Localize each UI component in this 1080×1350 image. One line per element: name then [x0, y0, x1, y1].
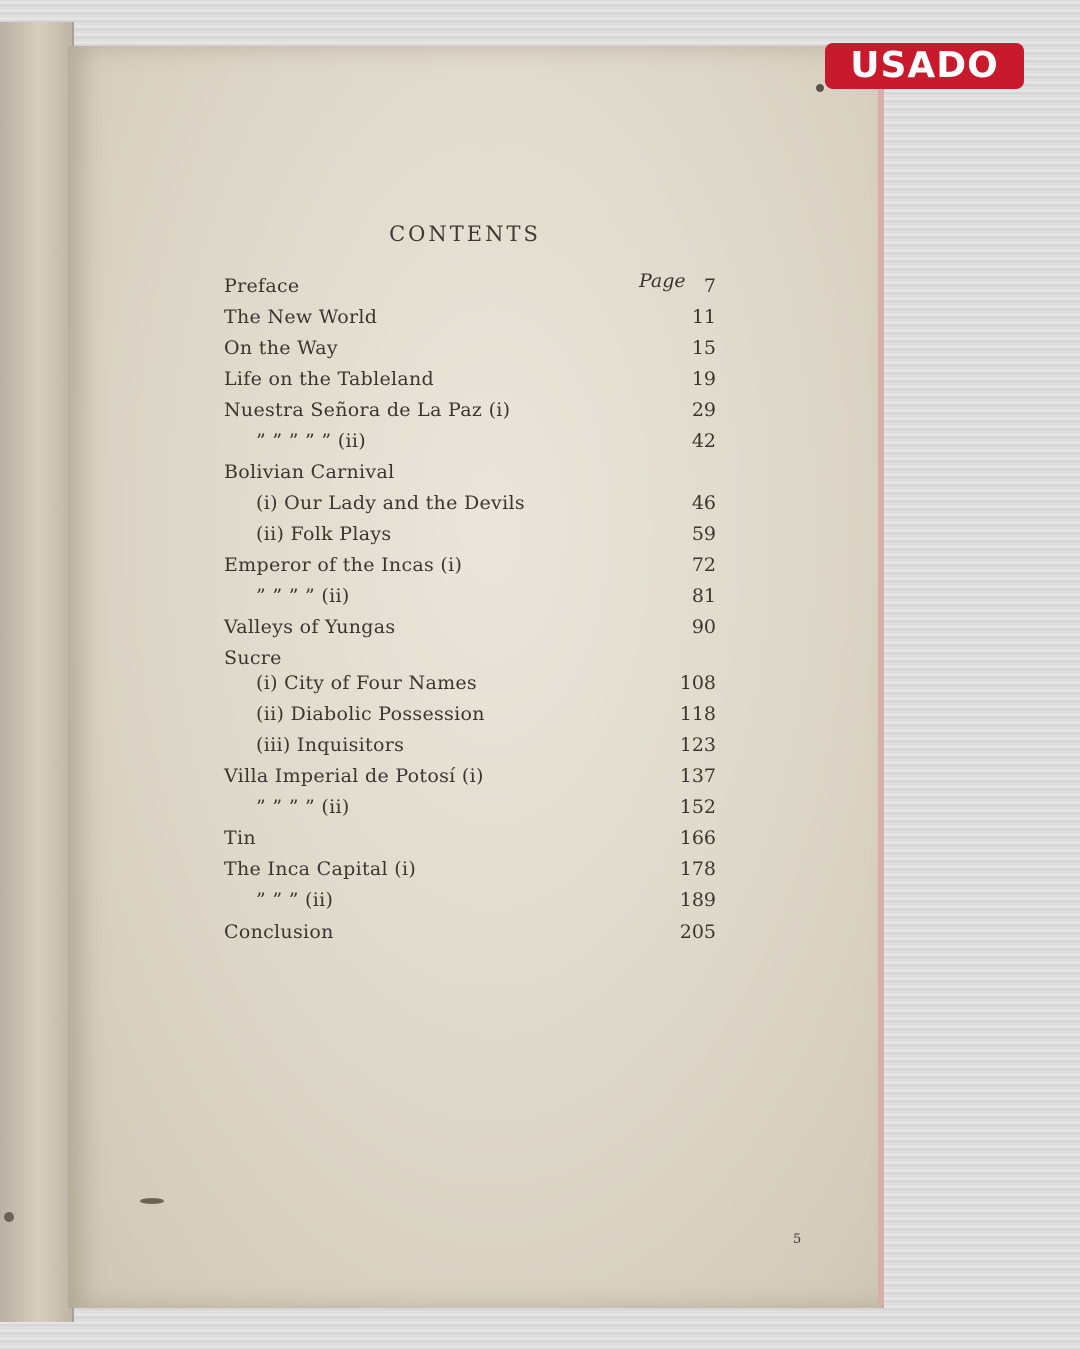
toc-entry [224, 855, 724, 883]
toc-entry [224, 824, 724, 852]
toc-entry-page: 205 [679, 921, 716, 943]
toc-entry-page: 189 [679, 889, 716, 911]
toc-entry-title: The Inca Capital (i) [224, 858, 417, 880]
toc-entry-page: 72 [691, 554, 716, 576]
toc-entry-page: 46 [691, 492, 716, 514]
toc-entry [224, 886, 724, 914]
toc-entry [224, 731, 724, 759]
toc-entry-page: 42 [691, 430, 716, 452]
toc-entry-page: 152 [679, 796, 716, 818]
toc-entry-title: Nuestra Señora de La Paz (i) [224, 399, 511, 421]
toc-entry [224, 334, 724, 362]
toc-entry-title: Life on the Tableland [224, 368, 434, 390]
toc-entry-page: 108 [679, 672, 716, 694]
toc-entry-title: ” ” ” ” (ii) [256, 796, 350, 818]
toc-entry [224, 918, 724, 946]
ink-speck [140, 1198, 164, 1204]
toc-entry-title: (i) City of Four Names [256, 672, 477, 694]
toc-entry [224, 520, 724, 548]
toc-entry [224, 458, 724, 486]
page-number: 5 [793, 1232, 802, 1247]
toc-entry-title: Tin [224, 827, 256, 849]
used-badge: USADO [825, 43, 1024, 89]
toc-entry-title: Villa Imperial de Potosí (i) [224, 765, 484, 787]
toc-entry-page: 137 [679, 765, 716, 787]
toc-entry-title: Valleys of Yungas [224, 616, 396, 638]
toc-entry [224, 396, 724, 424]
toc-entry-title: On the Way [224, 337, 338, 359]
toc-entry [224, 427, 724, 455]
toc-entry-title: Conclusion [224, 921, 334, 943]
toc-entry-title: Preface [224, 275, 300, 297]
toc-entry [224, 669, 724, 697]
toc-entry-title: Sucre [224, 647, 282, 669]
toc-entry [224, 582, 724, 610]
toc-entry-title: ” ” ” ” (ii) [256, 585, 350, 607]
toc-entry-page: 11 [691, 306, 716, 328]
toc-entry-page: 118 [679, 703, 716, 725]
toc-entry [224, 272, 724, 300]
toc-entry-page: 166 [679, 827, 716, 849]
toc-entry-page: 19 [691, 368, 716, 390]
toc-entry [224, 551, 724, 579]
toc-entry-title: The New World [224, 306, 378, 328]
toc-entry-page: 123 [679, 734, 716, 756]
toc-entry-page: 15 [691, 337, 716, 359]
toc-entry [224, 365, 724, 393]
ink-speck [816, 84, 824, 92]
toc-entry-title: (ii) Folk Plays [256, 523, 392, 545]
contents-title: CONTENTS [389, 222, 541, 246]
toc-entry-page: 90 [691, 616, 716, 638]
toc-entry-title: (ii) Diabolic Possession [256, 703, 485, 725]
toc-entry-page: 81 [691, 585, 716, 607]
toc-entry-page: 178 [679, 858, 716, 880]
toc-entry [224, 303, 724, 331]
toc-entry-title: ” ” ” (ii) [256, 889, 334, 911]
toc-entry-page: 29 [691, 399, 716, 421]
toc-entry-title: Bolivian Carnival [224, 461, 395, 483]
toc-entry [224, 489, 724, 517]
page-column-label: Page [639, 270, 686, 292]
toc-entry [224, 613, 724, 641]
toc-entry [224, 762, 724, 790]
toc-entry-title: Emperor of the Incas (i) [224, 554, 463, 576]
toc-entry-title: (iii) Inquisitors [256, 734, 405, 756]
toc-entry [224, 644, 724, 672]
toc-entry-title: ” ” ” ” ” (ii) [256, 430, 366, 452]
toc-entry-page: 59 [691, 523, 716, 545]
toc-entry-title: (i) Our Lady and the Devils [256, 492, 525, 514]
toc-entry [224, 793, 724, 821]
toc-entry-page: 7 [703, 275, 716, 297]
toc-entry [224, 700, 724, 728]
ink-speck [4, 1212, 14, 1222]
